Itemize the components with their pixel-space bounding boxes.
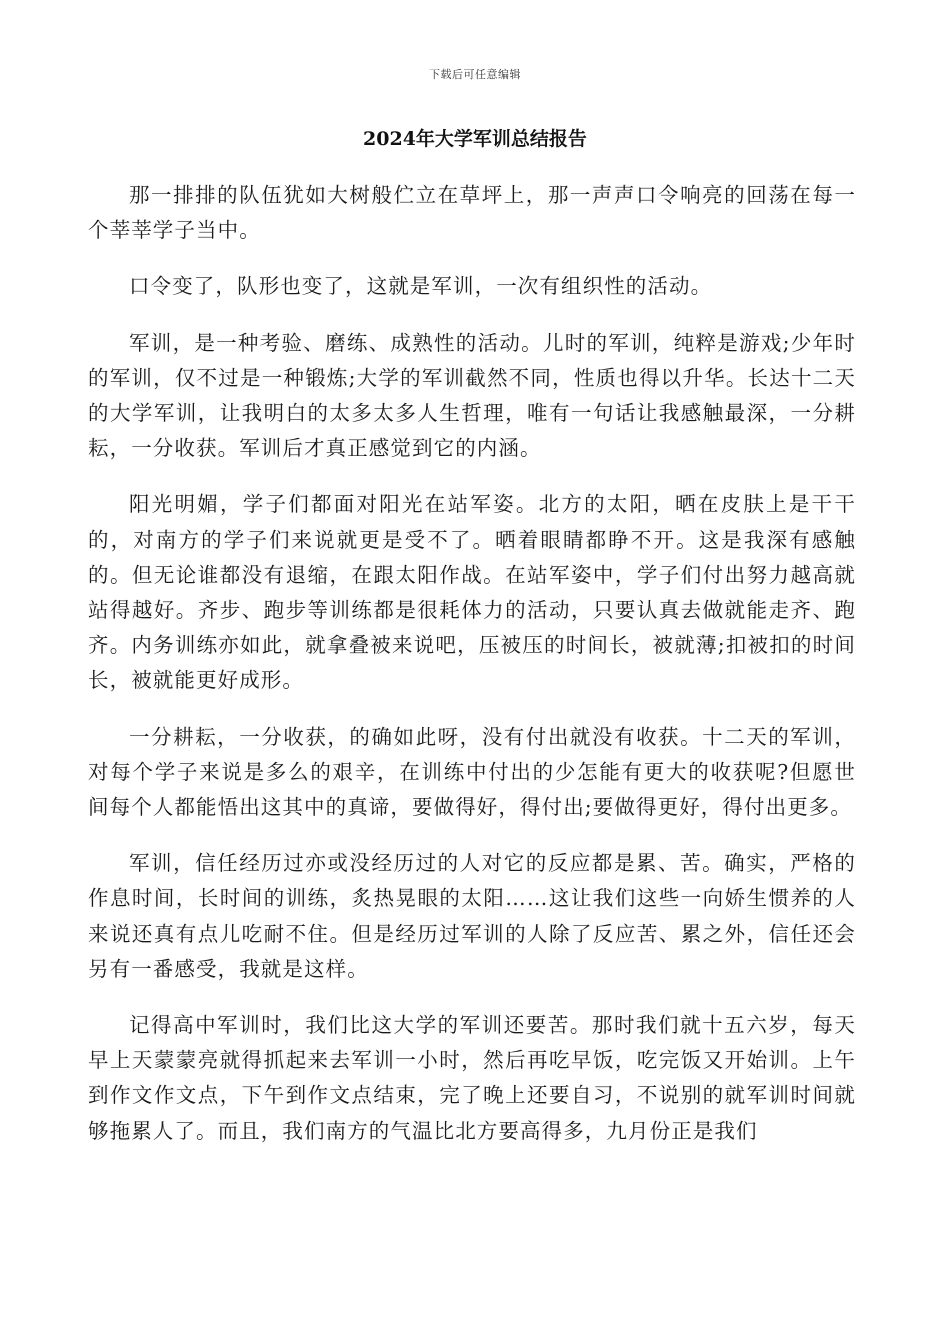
document-body bbox=[88, 178, 856, 1170]
paragraph: 军训，信任经历过亦或没经历过的人对它的反应都是累、苦。确实，严格的作息时间，长时间的训练，炙热晃眼的太阳……这让我们这些一向娇生惯养的人来说还真有点儿吃耐不住。但是经历过军训的人除了反应苦、累之外，信任还会另有一番感受，我就是这样。 bbox=[88, 851, 856, 981]
document-title: 2024年大学军训总结报告 bbox=[363, 128, 587, 150]
header-note: 下载后可任意编辑 bbox=[429, 68, 521, 81]
paragraph: 军训，是一种考验、磨练、成熟性的活动。儿时的军训，纯粹是游戏;少年时的军训，仅不过是一种锻炼;大学的军训截然不同，性质也得以升华。长达十二天的大学军训，让我明白的太多太多人生哲理，唯有一句话让我感触最深，一分耕耘，一分收获。军训后才真正感觉到它的内涵。 bbox=[88, 330, 856, 461]
paragraph: 阳光明媚，学子们都面对阳光在站军姿。北方的太阳，晒在皮肤上是干干的，对南方的学子们来说就更是受不了。晒着眼睛都睁不开。这是我深有感触的。但无论谁都没有退缩，在跟太阳作战。在站军姿中，学子们付出努力越高就站得越好。齐步、跑步等训练都是很耗体力的活动，只要认真去做就能走齐、跑齐。内务训练亦如此，就拿叠被来说吧，压被压的时间长，被就薄;扣被扣的时间长，被就能更好成形。 bbox=[88, 492, 856, 693]
paragraph: 一分耕耘，一分收获，的确如此呀，没有付出就没有收获。十二天的军训，对每个学子来说是多么的艰辛，在训练中付出的少怎能有更大的收获呢?但愿世间每个人都能悟出这其中的真谛，要做得好，得付出;要做得更好，得付出更多。 bbox=[88, 724, 856, 820]
paragraph: 口令变了，队形也变了，这就是军训，一次有组织性的活动。 bbox=[129, 274, 713, 299]
paragraph: 那一排排的队伍犹如大树般伫立在草坪上，那一声声口令响亮的回荡在每一个莘莘学子当中。 bbox=[88, 183, 856, 243]
paragraph: 记得高中军训时，我们比这大学的军训还要苦。那时我们就十五六岁，每天早上天蒙蒙亮就得抓起来去军训一小时，然后再吃早饭，吃完饭又开始训。上午到作文作文点，下午到作文点结束，完了晚上还要自习，不说别的就军训时间就够拖累人了。而且，我们南方的气温比北方要高得多，九月份正是我们 bbox=[88, 1013, 856, 1143]
